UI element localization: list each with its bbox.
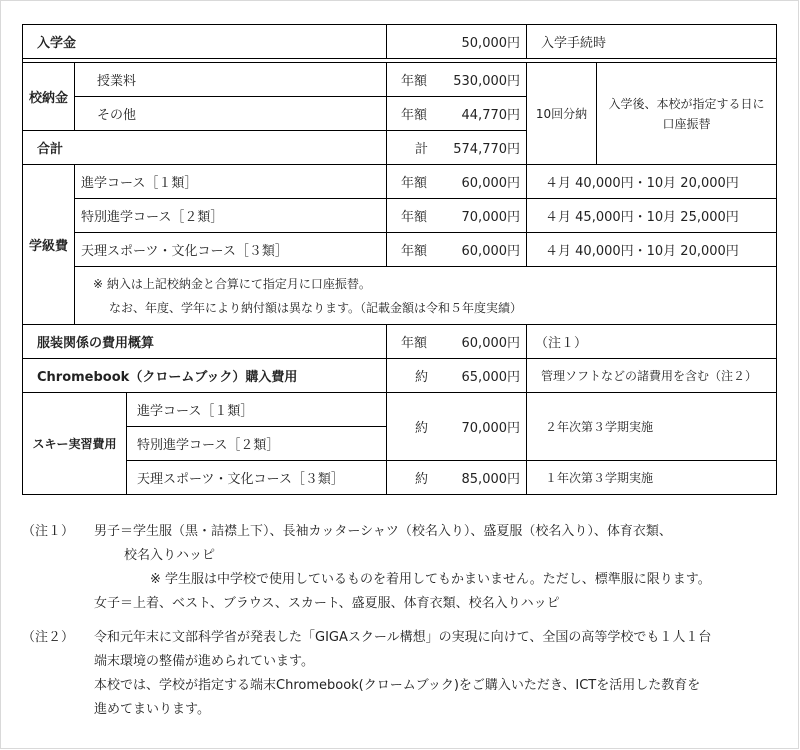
- amount-prefix: 年額: [401, 108, 428, 123]
- note-2-line2: 端末環境の整備が進められています。: [94, 654, 314, 669]
- row-chromebook: [23, 359, 777, 393]
- amount-value: 60,000円: [461, 336, 521, 351]
- ski-group2-note: １年次第３学期実施: [527, 461, 777, 495]
- note-1-line2: 校名入りハッピ: [124, 548, 216, 563]
- note-2-line4: 進めてまいります。: [94, 702, 210, 717]
- note-1: [22, 520, 782, 616]
- amount-value: 60,000円: [461, 176, 521, 191]
- admission-label: 入学金: [23, 25, 387, 59]
- uniform-amount: [387, 325, 527, 359]
- amount-prefix: 約: [415, 421, 429, 436]
- total-label: 合計: [23, 131, 387, 165]
- note-1-line1: 男子＝学生服（黒・詰襟上下）、長袖カッターシャツ（校名入り）、盛夏服（校名入り）、体育衣類、: [94, 524, 672, 539]
- note-1-line4: 女子＝上着、ベスト、ブラウス、スカート、盛夏服、体育衣類、校名入りハッピ: [94, 596, 560, 611]
- row-admission: [23, 25, 777, 59]
- row-uniform: [23, 325, 777, 359]
- ski-course-name: 特別進学コース［２類］: [127, 427, 387, 461]
- row-ski-1: [23, 393, 777, 427]
- class-fee-remark-line2: なお、年度、学年により納付額は異なります。（記載金額は令和５年度実績）: [109, 300, 523, 315]
- amount-value: 70,000円: [461, 421, 521, 436]
- amount-prefix: 年額: [401, 336, 428, 351]
- payment-note-line2: 口座振替: [662, 116, 711, 131]
- class-fee-remark: [75, 267, 777, 325]
- notes-gap: [22, 616, 782, 626]
- tuition-item-label: 授業料: [75, 63, 387, 97]
- total-value: 574,770円: [453, 142, 521, 157]
- class-course-schedule: ４月 40,000円・10月 20,000円: [527, 165, 777, 199]
- total-prefix: 計: [415, 142, 429, 157]
- class-fee-label: 学級費: [23, 165, 75, 325]
- tuition-payment-note: [597, 63, 777, 165]
- tuition-item-label: その他: [75, 97, 387, 131]
- class-course-name: 特別進学コース［２類］: [75, 199, 387, 233]
- amount-value: 530,000円: [453, 74, 521, 89]
- amount-value: 44,770円: [461, 108, 521, 123]
- row-ski-3: [23, 461, 777, 495]
- footnotes: [22, 520, 782, 722]
- note-1-line3: ※ 学生服は中学校で使用しているものを着用してもかまいません。ただし、標準服に限ります。: [150, 572, 711, 587]
- row-class-fee-1: [23, 165, 777, 199]
- total-amount: [387, 131, 527, 165]
- amount-prefix: 年額: [401, 210, 428, 225]
- amount-prefix: 年額: [401, 176, 428, 191]
- note-2-line3: 本校では、学校が指定する端末Chromebook(クロームブック)をご購入いただき、ICTを活用した教育を: [94, 678, 701, 693]
- ski-course-name: 天理スポーツ・文化コース［３類］: [127, 461, 387, 495]
- note-2-tag: （注２）: [22, 630, 75, 645]
- ski-group2-amount: [387, 461, 527, 495]
- amount-value: 65,000円: [461, 370, 521, 385]
- row-class-fee-2: [23, 199, 777, 233]
- amount-value: 60,000円: [461, 244, 521, 259]
- class-course-amount: [387, 165, 527, 199]
- ski-group1-amount: [387, 393, 527, 461]
- chromebook-label: Chromebook（クロームブック）購入費用: [23, 359, 387, 393]
- amount-prefix: 約: [415, 370, 429, 385]
- class-fee-remark-line1: ※ 納入は上記校納金と合算にて指定月に口座振替。: [93, 276, 371, 291]
- class-course-name: 進学コース［１類］: [75, 165, 387, 199]
- class-course-amount: [387, 233, 527, 267]
- class-course-schedule: ４月 45,000円・10月 25,000円: [527, 199, 777, 233]
- admission-amount: [387, 25, 527, 59]
- class-course-name: 天理スポーツ・文化コース［３類］: [75, 233, 387, 267]
- row-class-fee-3: [23, 233, 777, 267]
- chromebook-amount: [387, 359, 527, 393]
- amount-value: 85,000円: [461, 472, 521, 487]
- note-1-tag: （注１）: [22, 524, 75, 539]
- uniform-label: 服装関係の費用概算: [23, 325, 387, 359]
- uniform-note: （注１）: [527, 325, 777, 359]
- tuition-label: 校納金: [23, 63, 75, 131]
- tuition-item-amount: [387, 63, 527, 97]
- ski-label: スキー実習費用: [23, 393, 127, 495]
- class-course-amount: [387, 199, 527, 233]
- amount-value: 70,000円: [461, 210, 521, 225]
- ski-course-name: 進学コース［１類］: [127, 393, 387, 427]
- amount-prefix: 年額: [401, 244, 428, 259]
- ski-group1-note: ２年次第３学期実施: [527, 393, 777, 461]
- chromebook-note: 管理ソフトなどの諸費用を含む（注２）: [527, 359, 777, 393]
- admission-amount-value: 50,000円: [461, 36, 521, 51]
- payment-note-line1: 入学後、本校が指定する日に: [608, 96, 765, 111]
- note-2: [22, 626, 782, 722]
- note-2-line1: 令和元年末に文部科学省が発表した「GIGAスクール構想」の実現に向けて、全国の高等学校でも１人１台: [94, 630, 712, 645]
- tuition-item-amount: [387, 97, 527, 131]
- row-tuition-1: [23, 63, 777, 97]
- class-course-schedule: ４月 40,000円・10月 20,000円: [527, 233, 777, 267]
- amount-prefix: 年額: [401, 74, 428, 89]
- amount-prefix: 約: [415, 472, 429, 487]
- fee-table: [22, 24, 777, 495]
- tuition-installments: 10回分納: [527, 63, 597, 165]
- row-class-fee-remark: [23, 267, 777, 325]
- admission-note: 入学手続時: [527, 25, 777, 59]
